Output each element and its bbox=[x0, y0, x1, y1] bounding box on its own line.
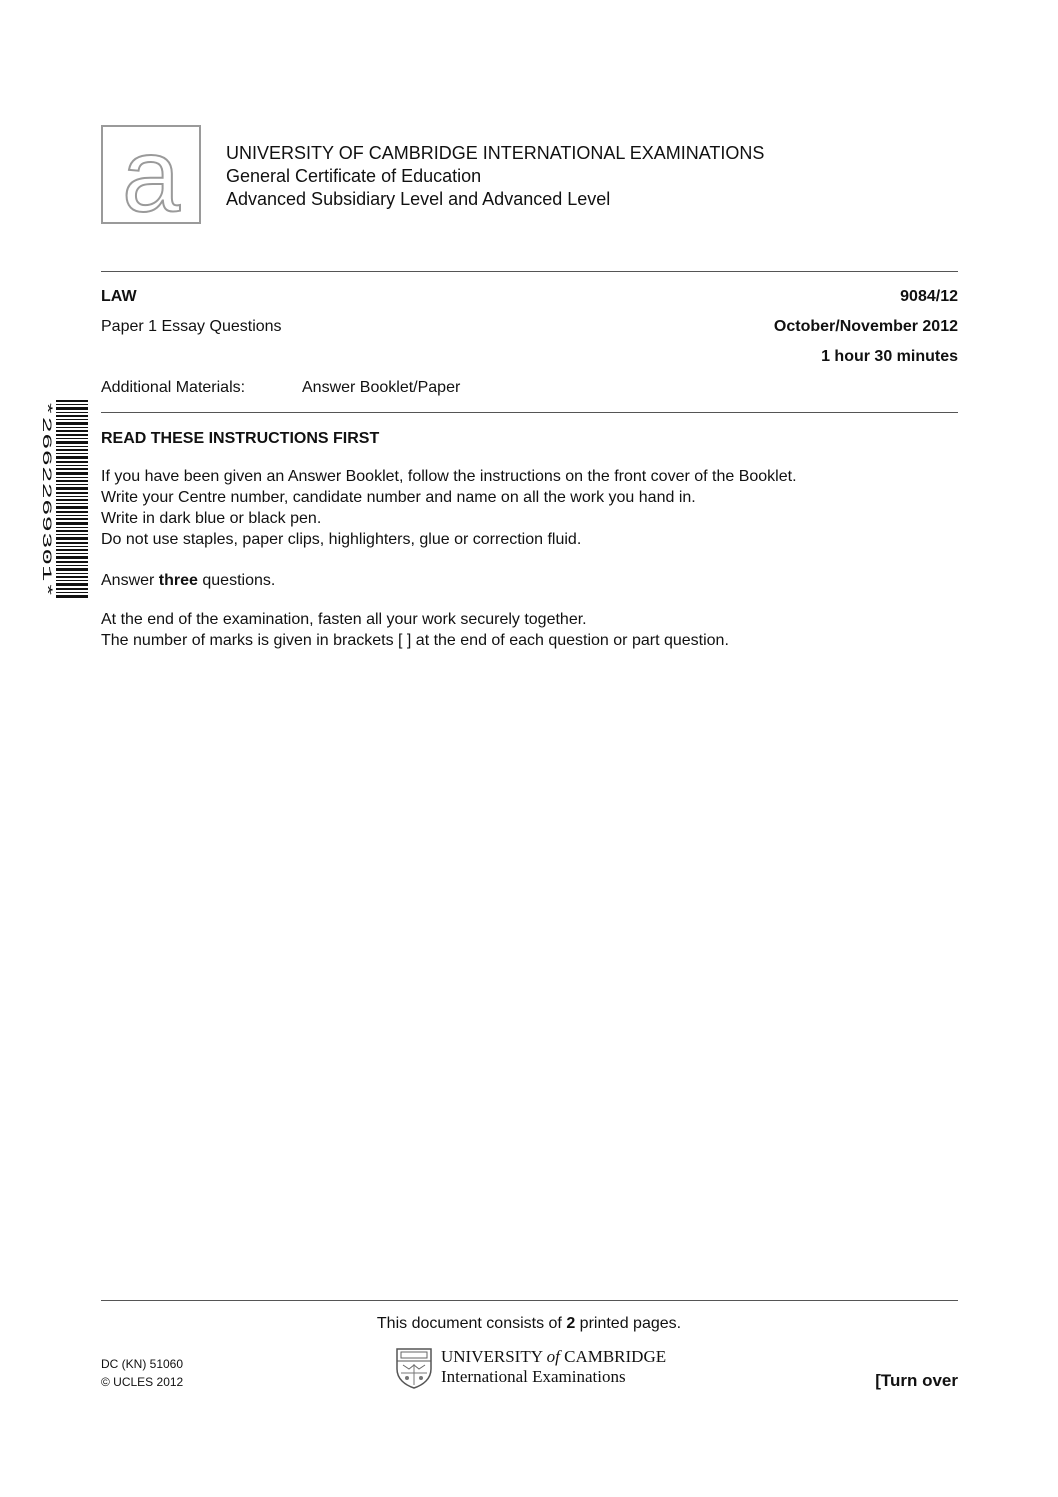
svg-text:a: a bbox=[122, 127, 180, 222]
instruction-line: At the end of the examination, fasten all your work securely together. bbox=[101, 611, 587, 628]
divider-middle bbox=[101, 412, 958, 413]
university-wordmark bbox=[441, 1347, 666, 1387]
document-reference: DC (KN) 51060 bbox=[101, 1357, 184, 1371]
instruction-line: Write your Centre number, candidate number and name on all the work you hand in. bbox=[101, 489, 696, 506]
wordmark-university: UNIVERSITY bbox=[441, 1347, 547, 1366]
instruction-line: The number of marks is given in brackets [ ] at the end of each question or part question. bbox=[101, 632, 729, 649]
answer-suffix: questions. bbox=[197, 572, 276, 589]
exam-duration: 1 hour 30 minutes bbox=[821, 348, 958, 365]
exam-board-logo bbox=[101, 125, 201, 224]
paper-title: Paper 1 Essay Questions bbox=[101, 318, 282, 335]
instruction-line: Do not use staples, paper clips, highlighters, glue or correction fluid. bbox=[101, 531, 582, 548]
answer-count: three bbox=[158, 572, 198, 589]
wordmark-international-examinations: International Examinations bbox=[441, 1367, 626, 1386]
letter-a-logo-icon bbox=[103, 127, 199, 222]
wordmark-cambridge: CAMBRIDGE bbox=[559, 1347, 667, 1366]
page-count: 2 bbox=[566, 1315, 576, 1332]
divider-bottom bbox=[101, 1300, 958, 1301]
barcode-icon bbox=[40, 398, 88, 600]
candidate-barcode bbox=[40, 398, 88, 600]
instruction-line: If you have been given an Answer Booklet, follow the instructions on the front cover of the Booklet. bbox=[101, 468, 797, 485]
page-count-suffix: printed pages. bbox=[575, 1315, 682, 1332]
answer-instruction bbox=[101, 570, 275, 591]
page-count-note bbox=[0, 1314, 1058, 1334]
qualification-name: General Certificate of Education bbox=[226, 166, 482, 186]
instructions-block-3 bbox=[101, 609, 729, 651]
wordmark-of: of bbox=[546, 1347, 560, 1366]
instructions-heading: READ THESE INSTRUCTIONS FIRST bbox=[101, 430, 380, 447]
materials-label: Additional Materials: bbox=[101, 379, 246, 396]
instruction-line: Write in dark blue or black pen. bbox=[101, 510, 322, 527]
turn-over-note: [Turn over bbox=[875, 1371, 958, 1390]
divider-top bbox=[101, 271, 958, 272]
copyright-notice: © UCLES 2012 bbox=[101, 1375, 184, 1389]
page-count-prefix: This document consists of bbox=[376, 1315, 567, 1332]
materials-value: Answer Booklet/Paper bbox=[302, 379, 461, 396]
board-name: UNIVERSITY OF CAMBRIDGE INTERNATIONAL EXAMINATIONS bbox=[226, 143, 765, 163]
svg-text:*2662269301*: *2662269301* bbox=[40, 400, 54, 494]
instructions-block-1 bbox=[101, 466, 797, 550]
cambridge-crest-icon bbox=[395, 1347, 433, 1389]
exam-session: October/November 2012 bbox=[773, 318, 958, 335]
syllabus-code: 9084/12 bbox=[900, 288, 958, 305]
qualification-level: Advanced Subsidiary Level and Advanced Level bbox=[226, 189, 611, 209]
answer-prefix: Answer bbox=[101, 572, 159, 589]
subject-title: LAW bbox=[101, 288, 137, 305]
